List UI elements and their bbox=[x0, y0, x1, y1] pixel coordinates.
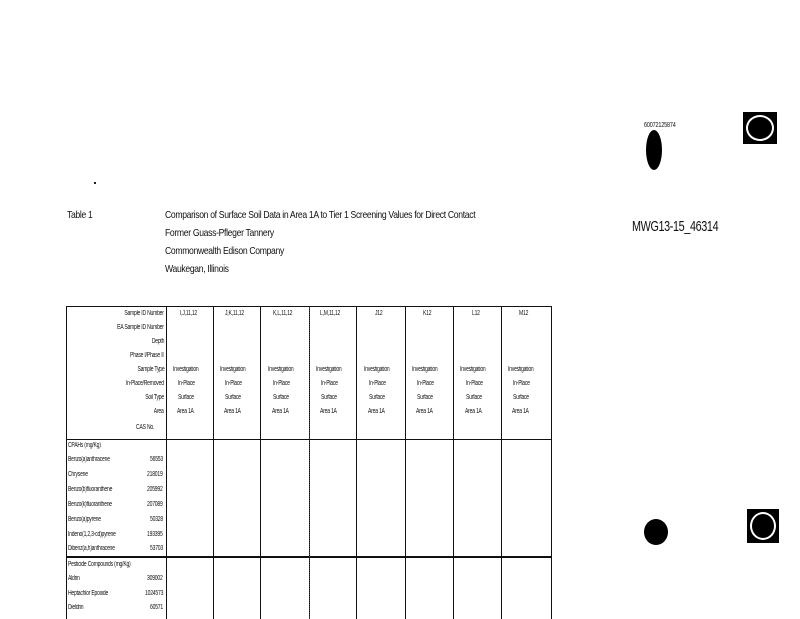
col-4-area: Area 1A bbox=[320, 408, 337, 415]
col-6-area: Area 1A bbox=[416, 408, 433, 415]
section-title-cpahs: CPAHs (mg/Kg) bbox=[68, 442, 101, 449]
col-3-soil: Surface bbox=[273, 394, 289, 401]
row-header-soil-type: Soil Type bbox=[145, 394, 164, 401]
analyte-cas: 207089 bbox=[147, 501, 163, 508]
col-7-type: Investigation bbox=[460, 366, 486, 373]
scan-dot bbox=[94, 182, 96, 184]
title-line-3: Commonwealth Edison Company bbox=[165, 245, 284, 257]
analyte-name: Dibenz(a,h)anthracene bbox=[68, 545, 115, 552]
row-header-sample-id: Sample ID Number bbox=[124, 310, 164, 317]
col-5-id: J12 bbox=[375, 310, 383, 317]
col-2-type: Investigation bbox=[220, 366, 246, 373]
col-6-soil: Surface bbox=[417, 394, 433, 401]
col-1-soil: Surface bbox=[178, 394, 194, 401]
col-4-id: L,M,11,12 bbox=[320, 310, 341, 317]
analyte-cas: 205992 bbox=[147, 486, 163, 493]
col-4-type: Investigation bbox=[316, 366, 342, 373]
row-header-ea-sample-id: EA Sample ID Number bbox=[117, 324, 164, 331]
col-6-place: In-Place bbox=[417, 380, 434, 387]
col-8-place: In-Place bbox=[513, 380, 530, 387]
col-3-place: In-Place bbox=[273, 380, 290, 387]
col-7-soil: Surface bbox=[466, 394, 482, 401]
analyte-cas: 1024573 bbox=[144, 590, 163, 597]
col-3-type: Investigation bbox=[268, 366, 294, 373]
col-2-place: In-Place bbox=[225, 380, 242, 387]
document-code-small: 60072125874 bbox=[644, 122, 676, 129]
analyte-cas: 53703 bbox=[150, 545, 163, 552]
col-2-soil: Surface bbox=[225, 394, 241, 401]
col-6-type: Investigation bbox=[412, 366, 438, 373]
col-7-place: In-Place bbox=[466, 380, 483, 387]
analyte-name: Dieldrin bbox=[68, 604, 84, 611]
row-header-sample-type: Sample Type bbox=[137, 366, 164, 373]
col-8-area: Area 1A bbox=[512, 408, 529, 415]
col-7-area: Area 1A bbox=[465, 408, 482, 415]
col-7-id: L12 bbox=[472, 310, 480, 317]
row-header-in-place: In-Place/Removed bbox=[125, 380, 164, 387]
analyte-name: Benzo(b)fluoranthene bbox=[68, 486, 113, 493]
col-1-id: I,J,11,12 bbox=[180, 310, 198, 317]
col-3-id: K,L,11,12 bbox=[273, 310, 293, 317]
col-2-id: J,K,11,12 bbox=[225, 310, 244, 317]
document-code-large: MWG13-15_46314 bbox=[632, 218, 719, 235]
row-header-depth: Depth bbox=[151, 338, 164, 345]
analyte-cas: 56553 bbox=[150, 456, 163, 463]
row-header-cas: CAS No. bbox=[135, 424, 154, 431]
col-1-area: Area 1A bbox=[177, 408, 194, 415]
col-1-place: In-Place bbox=[178, 380, 195, 387]
col-4-place: In-Place bbox=[321, 380, 338, 387]
col-5-area: Area 1A bbox=[368, 408, 385, 415]
col-5-type: Investigation bbox=[364, 366, 390, 373]
scan-blob-oval bbox=[646, 130, 662, 170]
row-header-area: Area bbox=[154, 408, 164, 415]
scan-blob-circle bbox=[644, 519, 668, 545]
analyte-cas: 60571 bbox=[150, 604, 163, 611]
col-5-soil: Surface bbox=[369, 394, 385, 401]
analyte-cas: 50328 bbox=[150, 516, 163, 523]
col-3-area: Area 1A bbox=[272, 408, 289, 415]
analyte-name: Aldrin bbox=[68, 575, 80, 582]
section-title-pesticides: Pesticide Compounds (mg/Kg) bbox=[68, 561, 131, 568]
analyte-name: Benzo(a)pyrene bbox=[68, 516, 101, 523]
title-line-4: Waukegan, Illinois bbox=[165, 263, 229, 275]
col-4-soil: Surface bbox=[321, 394, 337, 401]
col-8-id: M12 bbox=[519, 310, 529, 317]
col-8-type: Investigation bbox=[508, 366, 534, 373]
col-2-area: Area 1A bbox=[224, 408, 241, 415]
title-line-1: Comparison of Surface Soil Data in Area 1A to Tier 1 Screening Values for Direct Contact bbox=[165, 209, 476, 221]
punch-hole-bottom bbox=[747, 509, 779, 543]
analyte-name: Heptachlor Epoxide bbox=[68, 590, 109, 597]
analyte-cas: 309002 bbox=[147, 575, 163, 582]
col-5-place: In-Place bbox=[369, 380, 386, 387]
title-line-2: Former Guass-Pfleger Tannery bbox=[165, 227, 274, 239]
col-8-soil: Surface bbox=[513, 394, 529, 401]
analyte-cas: 218019 bbox=[147, 471, 163, 478]
punch-hole-top bbox=[743, 112, 777, 144]
analyte-name: Chrysene bbox=[68, 471, 88, 478]
table-label: Table 1 bbox=[67, 209, 93, 221]
col-1-type: Investigation bbox=[173, 366, 199, 373]
analyte-name: Benzo(a)anthracene bbox=[68, 456, 110, 463]
analyte-cas: 193395 bbox=[147, 531, 163, 538]
col-6-id: K12 bbox=[423, 310, 432, 317]
analyte-name: Indeno(1,2,3-cd)pyrene bbox=[68, 531, 116, 538]
row-header-phase: Phase I/Phase II bbox=[130, 352, 164, 359]
analyte-name: Benzo(k)fluoranthene bbox=[68, 501, 112, 508]
